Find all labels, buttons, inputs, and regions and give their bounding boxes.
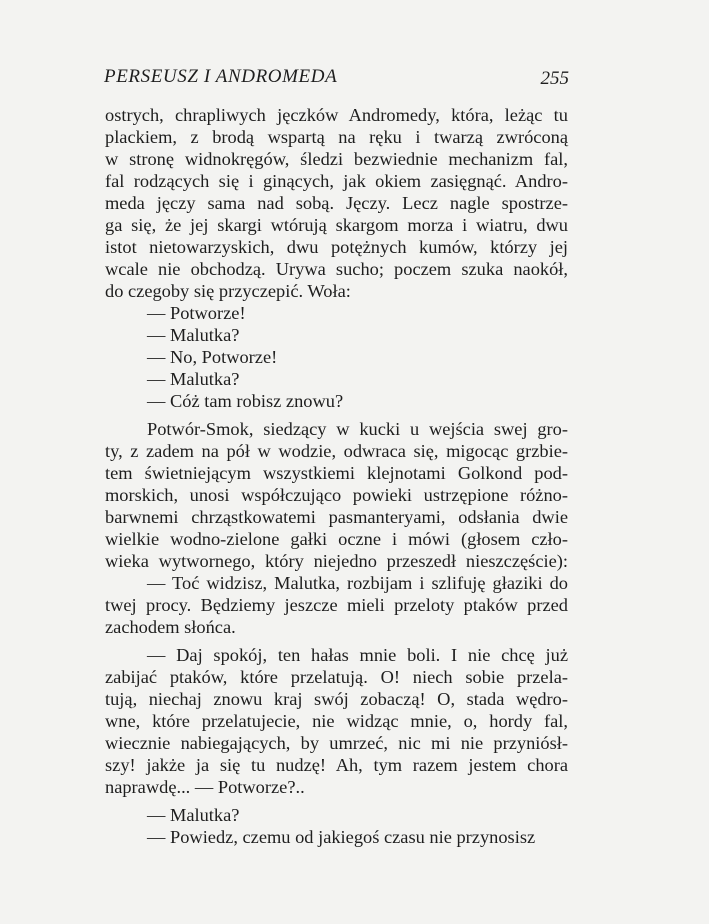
text-line: do czegoby się przyczepić. Woła: — [105, 281, 351, 301]
text-line: wcale nie obchodzą. Urywa sucho; poczem szuka naokół, — [105, 259, 568, 279]
text-line: ty, z zadem na pół w wodzie, odwraca się, migocąc grzbie- — [105, 441, 568, 461]
running-header — [104, 66, 569, 90]
paragraph — [105, 418, 568, 572]
text-line: meda jęczy sama nad sobą. Jęczy. Lecz nagle spostrze- — [105, 193, 568, 213]
text-line: plackiem, z brodą wspartą na ręku i twarzą zwróconą — [105, 127, 568, 147]
text-line: zabijać ptaków, które przelatują. O! niech sobie przela- — [105, 667, 568, 687]
text-line: szy! jakże ja się tu nudzę! Ah, tym razem jestem chora — [105, 755, 568, 775]
text-line: — Daj spokój, ten hałas mnie boli. I nie chcę już — [147, 645, 568, 665]
body-text — [105, 104, 568, 848]
text-line: twej procy. Będziemy jeszcze mieli przeloty ptaków przed — [105, 595, 568, 615]
paragraph — [105, 572, 568, 638]
dialog-line: — Malutka? — [147, 805, 240, 825]
text-line: naprawdę... — Potworze?.. — [105, 777, 305, 797]
text-line: Potwór-Smok, siedzący w kucki u wejścia swej gro- — [147, 419, 568, 439]
page-number: 255 — [540, 68, 569, 89]
text-line: barwnemi chrząstkowatemi pasmanteryami, odsłania dwie — [105, 507, 568, 527]
text-line: tują, niechaj znowu kraj swój zobaczą! O, stada wędro- — [105, 689, 568, 709]
text-line: wielkie wodno-zielone gałki oczne i mówi (głosem czło- — [105, 529, 568, 549]
text-line: zachodem słońca. — [105, 617, 236, 637]
paragraph — [105, 104, 568, 302]
dialog-block — [105, 302, 568, 412]
running-title: PERSEUSZ I ANDROMEDA — [104, 66, 338, 87]
text-line: ostrych, chrapliwych jęczków Andromedy, która, leżąc tu — [105, 105, 568, 125]
paragraph — [105, 644, 568, 798]
text-line: fal rodzących się i ginących, jak okiem zasięgnąć. Andro- — [105, 171, 568, 191]
text-line: wieka wytwornego, który niejedno przeszedł nieszczęście): — [105, 551, 568, 571]
text-line: tem świetniejącym wszystkiemi klejnotami Golkond pod- — [105, 463, 568, 483]
dialog-block — [105, 804, 568, 848]
dialog-line: — No, Potworze! — [147, 347, 278, 367]
dialog-line: — Malutka? — [147, 369, 240, 389]
text-line: — Toć widzisz, Malutka, rozbijam i szlifuję głaziki do — [147, 573, 568, 593]
dialog-line: — Powiedz, czemu od jakiegoś czasu nie przynosisz — [147, 827, 536, 847]
text-line: wne, które przelatujecie, nie widząc mnie, o, hordy fal, — [105, 711, 568, 731]
text-line: istot nietowarzyskich, dwu potężnych kumów, którzy jej — [105, 237, 568, 257]
dialog-line: — Malutka? — [147, 325, 240, 345]
text-line: morskich, unosi współczująco powieki ustrzępione różno- — [105, 485, 568, 505]
dialog-line: — Cóż tam robisz znowu? — [147, 391, 344, 411]
text-line: wiecznie nabiegających, by umrzeć, nic mi nie przyniósł- — [105, 733, 568, 753]
dialog-line: — Potworze! — [147, 303, 246, 323]
text-line: w stronę widnokręgów, śledzi bezwiednie mechanizm fal, — [105, 149, 568, 169]
text-line: ga się, że jej skargi wtórują skargom morza i wiatru, dwu — [105, 215, 568, 235]
